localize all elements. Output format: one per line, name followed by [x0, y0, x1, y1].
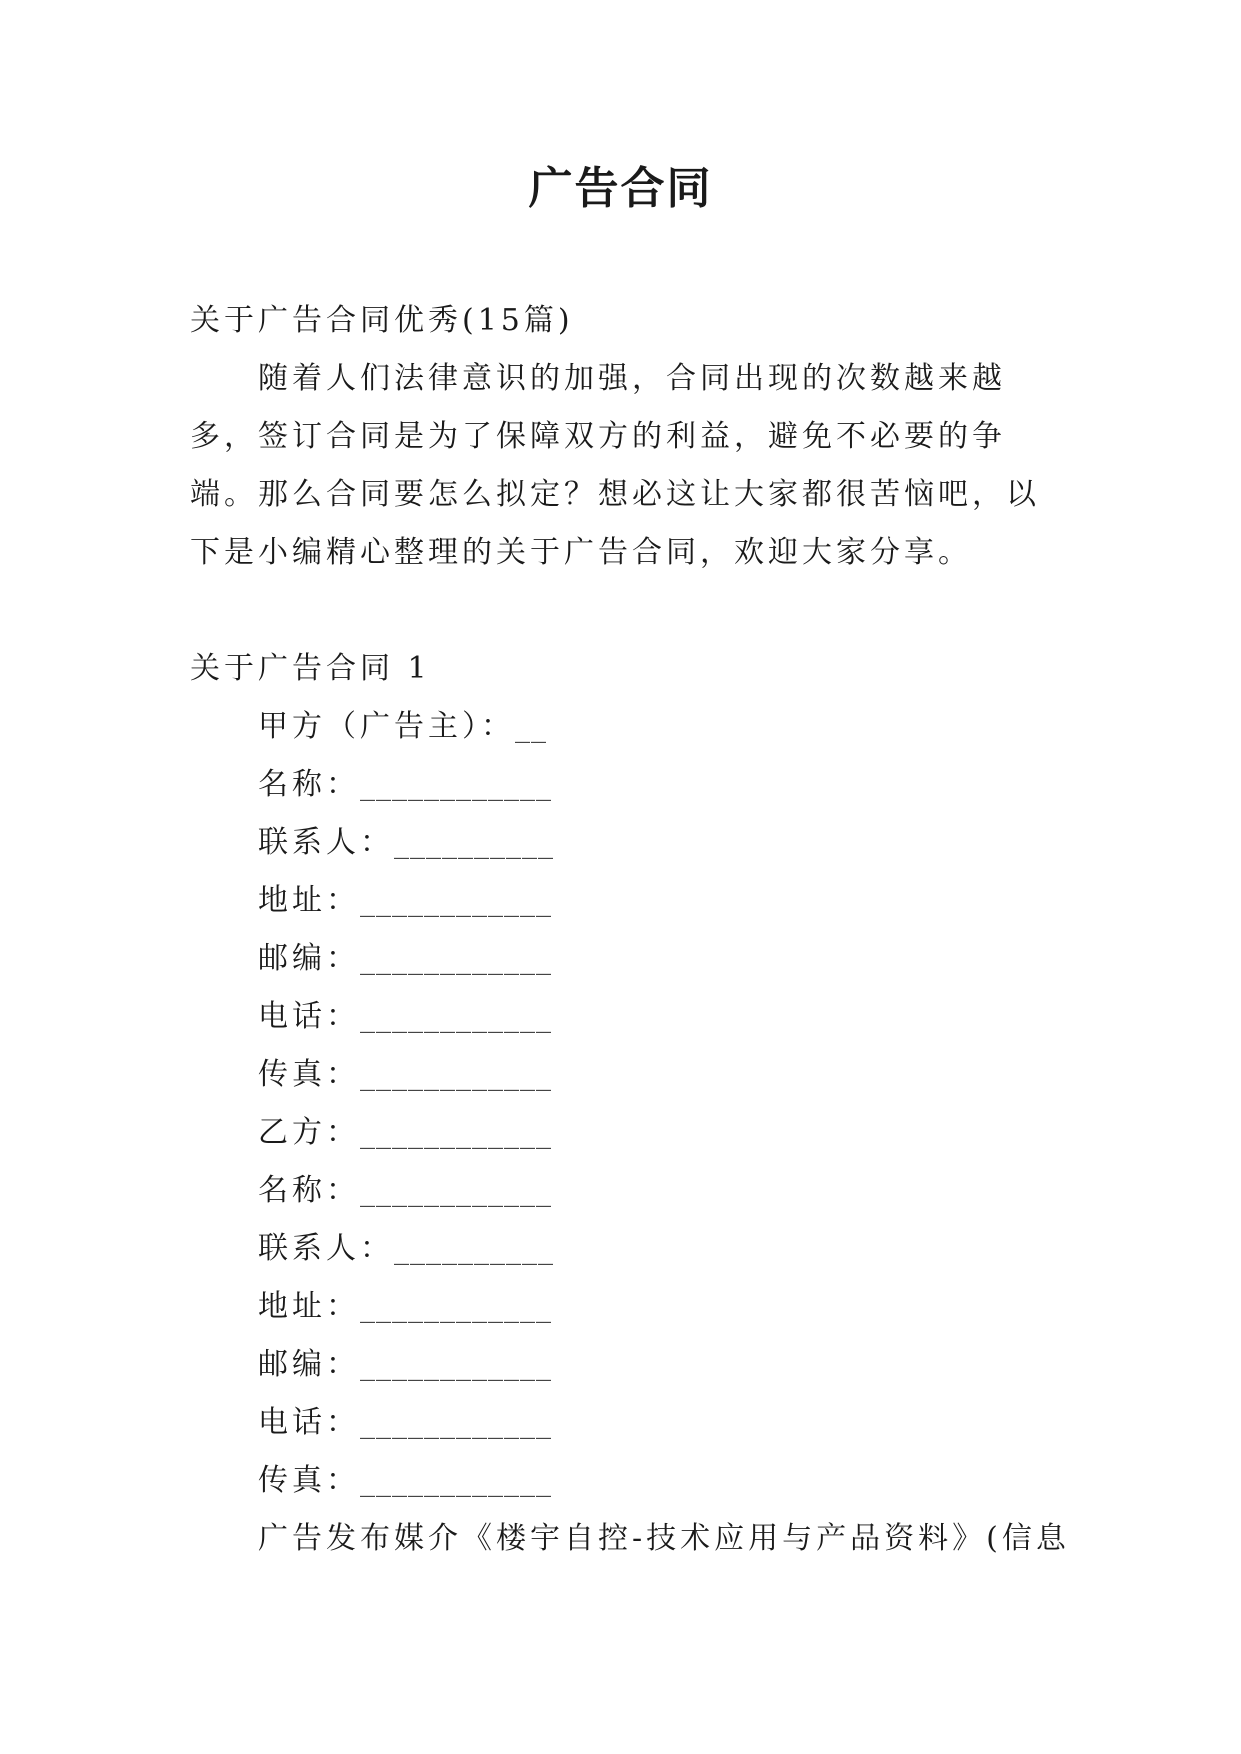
section-heading: 关于广告合同 1: [190, 651, 431, 686]
field-row: [190, 1162, 1070, 1220]
field-blank: ____________: [360, 1173, 552, 1208]
field-blank: ____________: [360, 1115, 552, 1150]
field-label: 联系人：: [258, 825, 394, 860]
field-label: 名称：: [258, 767, 360, 802]
field-row: [190, 1104, 1070, 1162]
field-row: [190, 930, 1070, 988]
field-blank: __________: [394, 825, 554, 860]
field-blank: __________: [394, 1231, 554, 1266]
field-label: 电话：: [258, 1405, 360, 1440]
field-blank: ____________: [360, 767, 552, 802]
media-line: 广告发布媒介《楼宇自控-技术应用与产品资料》(信息: [258, 1521, 1070, 1556]
field-label: 邮编：: [258, 1347, 360, 1382]
document-body: [190, 292, 1070, 1568]
paragraph-spacer: [190, 582, 1070, 640]
field-row: [190, 1452, 1070, 1510]
field-label: 联系人：: [258, 1231, 394, 1266]
field-label: 名称：: [258, 1173, 360, 1208]
field-blank: __: [515, 709, 547, 744]
field-blank: ____________: [360, 999, 552, 1034]
field-row: [190, 1336, 1070, 1394]
field-row: [190, 1220, 1070, 1278]
field-blank: ____________: [360, 1289, 552, 1324]
field-blank: ____________: [360, 1463, 552, 1498]
field-label: 乙方：: [258, 1115, 360, 1150]
field-row: [190, 756, 1070, 814]
document-subtitle: 关于广告合同优秀(15篇): [190, 303, 574, 338]
document-title: 广告合同: [528, 163, 713, 214]
field-label: 电话：: [258, 999, 360, 1034]
field-row: [190, 1046, 1070, 1104]
field-row: [190, 698, 1070, 756]
field-blank: ____________: [360, 1057, 552, 1092]
field-blank: ____________: [360, 941, 552, 976]
contract-fields: [190, 698, 1070, 1510]
field-label: 传真：: [258, 1057, 360, 1092]
field-label: 地址：: [258, 1289, 360, 1324]
intro-paragraph: 随着人们法律意识的加强，合同出现的次数越来越多，签订合同是为了保障双方的利益，避免不必要的争端。那么合同要怎么拟定？想必这让大家都很苦恼吧，以下是小编精心整理的关于广告合同，欢迎大家分享。: [190, 361, 1040, 570]
field-blank: ____________: [360, 1405, 552, 1440]
field-row: [190, 814, 1070, 872]
field-blank: ____________: [360, 883, 552, 918]
field-label: 地址：: [258, 883, 360, 918]
field-label: 邮编：: [258, 941, 360, 976]
field-row: [190, 1394, 1070, 1452]
field-blank: ____________: [360, 1347, 552, 1382]
field-label: 传真：: [258, 1463, 360, 1498]
field-label: 甲方（广告主）：: [258, 709, 515, 744]
field-row: [190, 1278, 1070, 1336]
field-row: [190, 872, 1070, 930]
field-row: [190, 988, 1070, 1046]
